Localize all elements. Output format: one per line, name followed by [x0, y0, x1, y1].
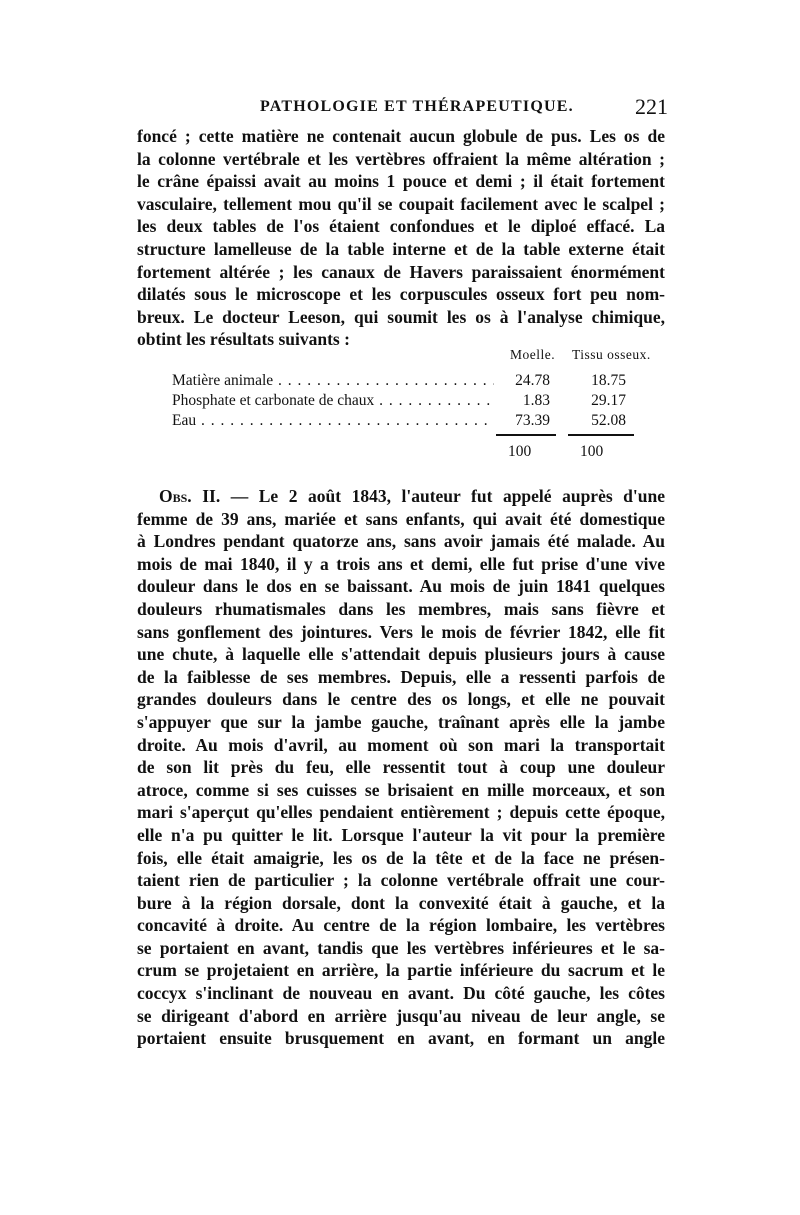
row-label: Eau . . . — [172, 412, 494, 430]
text-line: douleur dans le dos en se baissant. Au mois de juin 1841 quelques — [137, 576, 665, 597]
table-row — [172, 392, 667, 412]
text-line: mari s'aperçut qu'elles pendaient entièrement ; depuis cette époque, — [137, 802, 665, 823]
text-line: coccyx s'inclinant de nouveau en avant. Du côté gauche, les côtes — [137, 983, 665, 1004]
text-line: de la faiblesse de ses membres. Depuis, elle a ressenti parfois de — [137, 666, 665, 687]
running-title: PATHOLOGIE ET THÉRAPEUTIQUE. — [260, 98, 574, 115]
tissu-total: 100 — [580, 443, 604, 460]
text-line: concavité à droite. Au centre de la région lombaire, les vertèbres — [137, 915, 665, 936]
text-line: structure lamelleuse de la table interne et de la table externe était — [137, 238, 665, 259]
text-line — [137, 485, 665, 508]
chemical-analysis-table — [172, 347, 667, 467]
moelle-value: 24.78 — [515, 372, 550, 389]
page-header — [260, 94, 680, 122]
text-line: la colonne vertébrale et les vertèbres offraient la même altération ; — [137, 148, 665, 169]
text-line: foncé ; cette matière ne contenait aucun globule de pus. Les os de — [137, 126, 665, 146]
text-line: taient rien de particulier ; la colonne vertébrale offrait une cour- — [137, 870, 665, 891]
observation-label: Obs. II. — [159, 486, 221, 506]
text-line: breux. Le docteur Leeson, qui soumit les os à l'analyse chimique, — [137, 306, 665, 327]
text-line: grandes douleurs dans le centre des os longs, et elle ne pouvait — [137, 689, 665, 710]
moelle-value: 73.39 — [515, 412, 550, 429]
table-row — [172, 372, 667, 392]
text-line: fois, elle était amaigrie, les os de la tête et de la face ne présen- — [137, 847, 665, 868]
tissu-value: 29.17 — [591, 392, 626, 409]
text-line: mois de mai 1840, il y a trois ans et demi, elle fut prise d'une vive — [137, 553, 665, 574]
column-header-moelle: Moelle. — [510, 347, 556, 362]
text-line: femme de 39 ans, mariée et sans enfants, qui avait été domestique — [137, 508, 665, 529]
sum-rule — [496, 434, 556, 436]
text-line: les deux tables de l'os étaient confondues et le diploé effacé. La — [137, 216, 665, 237]
text-line: se portaient en avant, tandis que les vertèbres inférieures et le sa- — [137, 937, 665, 958]
text-line: se dirigeant d'abord en arrière jusqu'au niveau de leur angle, se — [137, 1005, 665, 1026]
text-line: droite. Au mois d'avril, au moment où son mari la transportait — [137, 734, 665, 755]
column-header-tissu-osseux: Tissu osseux. — [572, 347, 651, 362]
table-row — [172, 412, 667, 432]
text-line: dilatés sous le microscope et les corpuscules osseux fort peu nom- — [137, 284, 665, 305]
text-line: une chute, à laquelle elle s'attendait depuis plusieurs jours à cause — [137, 644, 665, 665]
text-line: fortement altérée ; les canaux de Havers paraissaient énormément — [137, 261, 665, 282]
row-label: Phosphate et carbonate de chaux . . . — [172, 392, 494, 410]
text-line: à Londres pendant quatorze ans, sans avoir jamais été malade. Au — [137, 531, 665, 552]
page-number: 221 — [635, 94, 668, 119]
text-line: bure à la région dorsale, dont la convexité était à gauche, et la — [137, 892, 665, 913]
moelle-value: 1.83 — [522, 392, 550, 409]
tissu-value: 18.75 — [591, 372, 626, 389]
tissu-value: 52.08 — [591, 412, 626, 429]
text-line: douleurs rhumatismales dans les membres, mais sans fièvre et — [137, 598, 665, 619]
text-line: elle n'a pu quitter le lit. Lorsque l'auteur la vit pour la première — [137, 824, 665, 845]
paragraph-autopsy — [137, 125, 665, 351]
text-line: vasculaire, tellement mou qu'il se coupait facilement avec le scalpel ; — [137, 193, 665, 214]
text-line: le crâne épaissi avait au moins 1 pouce et demi ; il était fortement — [137, 171, 665, 192]
text-line: sans gonflement des jointures. Vers le mois de février 1842, elle fit — [137, 621, 665, 642]
text-line: obtint les résultats suivants : — [137, 329, 350, 350]
text-fragment: — Le 2 août 1843, l'auteur fut appelé auprès d'une — [220, 486, 665, 506]
row-label: Matière animale . . . — [172, 372, 494, 390]
paragraph-observation-2 — [137, 485, 665, 1050]
text-line: crum se projetaient en arrière, la partie inférieure du sacrum et le — [137, 960, 665, 981]
text-line: s'appuyer que sur la jambe gauche, traînant après elle la jambe — [137, 711, 665, 732]
sum-rule — [568, 434, 634, 436]
text-line: de son lit près du feu, elle ressentit tout à coup une douleur — [137, 757, 665, 778]
moelle-total: 100 — [508, 443, 532, 460]
text-line: portaient ensuite brusquement en avant, en formant un angle — [137, 1028, 665, 1049]
text-line: atroce, comme si ses cuisses se brisaient en mille morceaux, et son — [137, 779, 665, 800]
